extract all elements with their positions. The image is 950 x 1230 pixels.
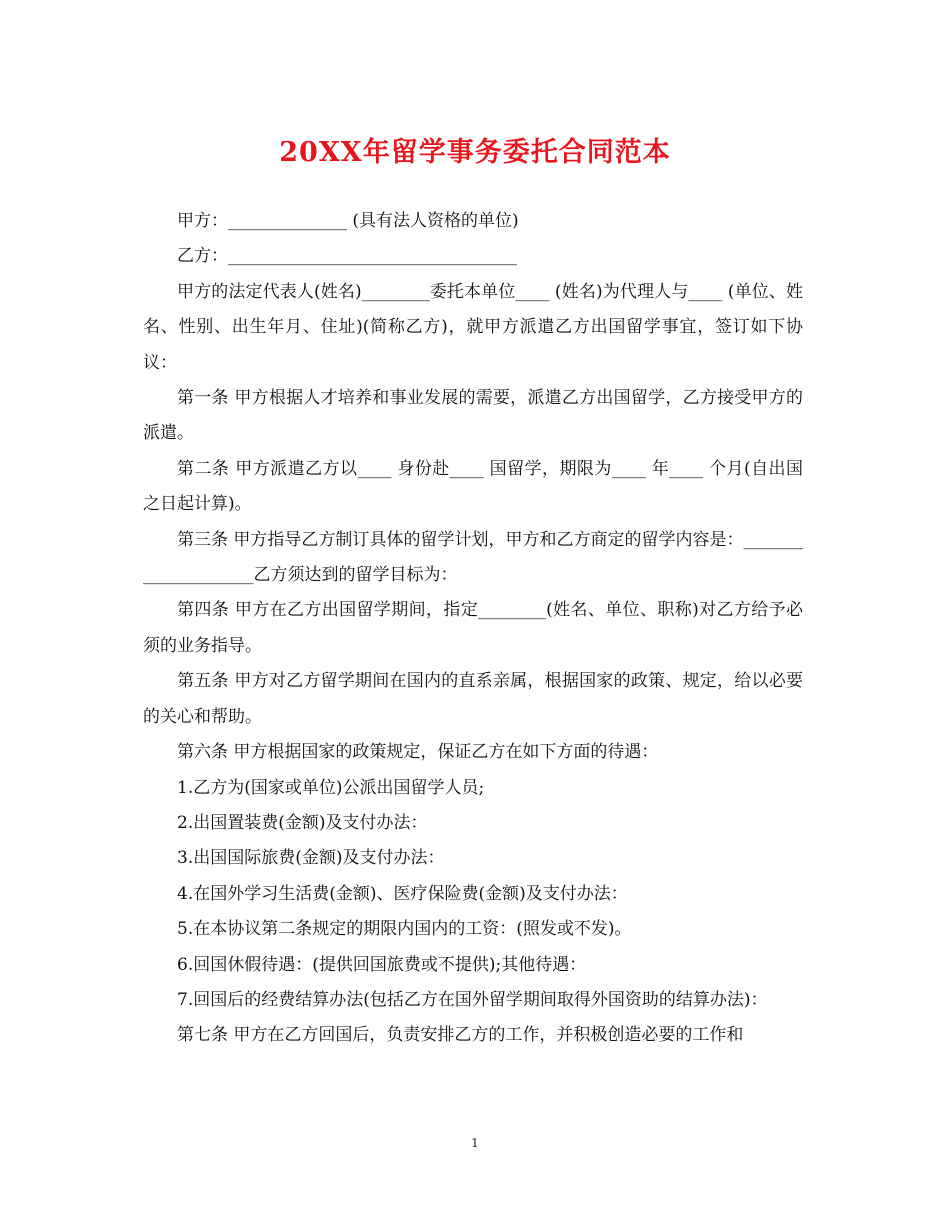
article-2: 第二条 甲方派遣乙方以____ 身份赴____ 国留学，期限为____ 年____ 个月(自出国之日起计算)。 — [143, 458, 803, 515]
article-3: 第三条 甲方指导乙方制订具体的留学计划，甲方和乙方商定的留学内容是：____________________乙方须达到的留学目标为： — [143, 529, 803, 586]
article-6-item-6: 6.回国休假待遇：(提供回国旅费或不提供);其他待遇： — [177, 954, 587, 975]
party-a-line: 甲方：______________ (具有法人资格的单位) — [177, 211, 519, 231]
page-number: 1 — [471, 1136, 479, 1150]
article-7: 第七条 甲方在乙方回国后，负责安排乙方的工作，并积极创造必要的工作和 — [177, 1025, 744, 1046]
article-4: 第四条 甲方在乙方出国留学期间，指定________(姓名、单位、职称)对乙方给予必须的业务指导。 — [143, 600, 803, 656]
article-6-item-7: 7.回国后的经费结算办法(包括乙方在国外留学期间取得外国资助的结算办法)： — [177, 989, 768, 1010]
document-title: 20XX年留学事务委托合同范本 — [279, 137, 671, 168]
article-6-item-4: 4.在国外学习生活费(金额)、医疗保险费(金额)及支付办法： — [177, 883, 628, 904]
document-body — [143, 204, 803, 1054]
article-5: 第五条 甲方对乙方留学期间在国内的直系亲属，根据国家的政策、规定，给以必要的关心和帮助。 — [143, 671, 803, 727]
article-6-item-5: 5.在本协议第二条规定的期限内国内的工资：(照发或不发)。 — [177, 919, 632, 940]
article-6: 第六条 甲方根据国家的政策规定，保证乙方在如下方面的待遇： — [177, 742, 659, 763]
article-1: 第一条 甲方根据人才培养和事业发展的需要，派遣乙方出国留学，乙方接受甲方的派遣。 — [143, 388, 803, 444]
article-6-item-1: 1.乙方为(国家或单位)公派出国留学人员; — [177, 777, 485, 798]
article-6-item-3: 3.出国国际旅费(金额)及支付办法： — [177, 848, 445, 869]
party-b-line: 乙方：__________________________________ — [177, 246, 517, 267]
article-6-item-2: 2.出国置装费(金额)及支付办法： — [177, 812, 428, 833]
preamble-paragraph: 甲方的法定代表人(姓名)________委托本单位____ (姓名)为代理人与____ (单位、姓名、性别、出生年月、住址)(简称乙方)，就甲方派遣乙方出国留学事宜，签订如下协议： — [143, 281, 803, 373]
